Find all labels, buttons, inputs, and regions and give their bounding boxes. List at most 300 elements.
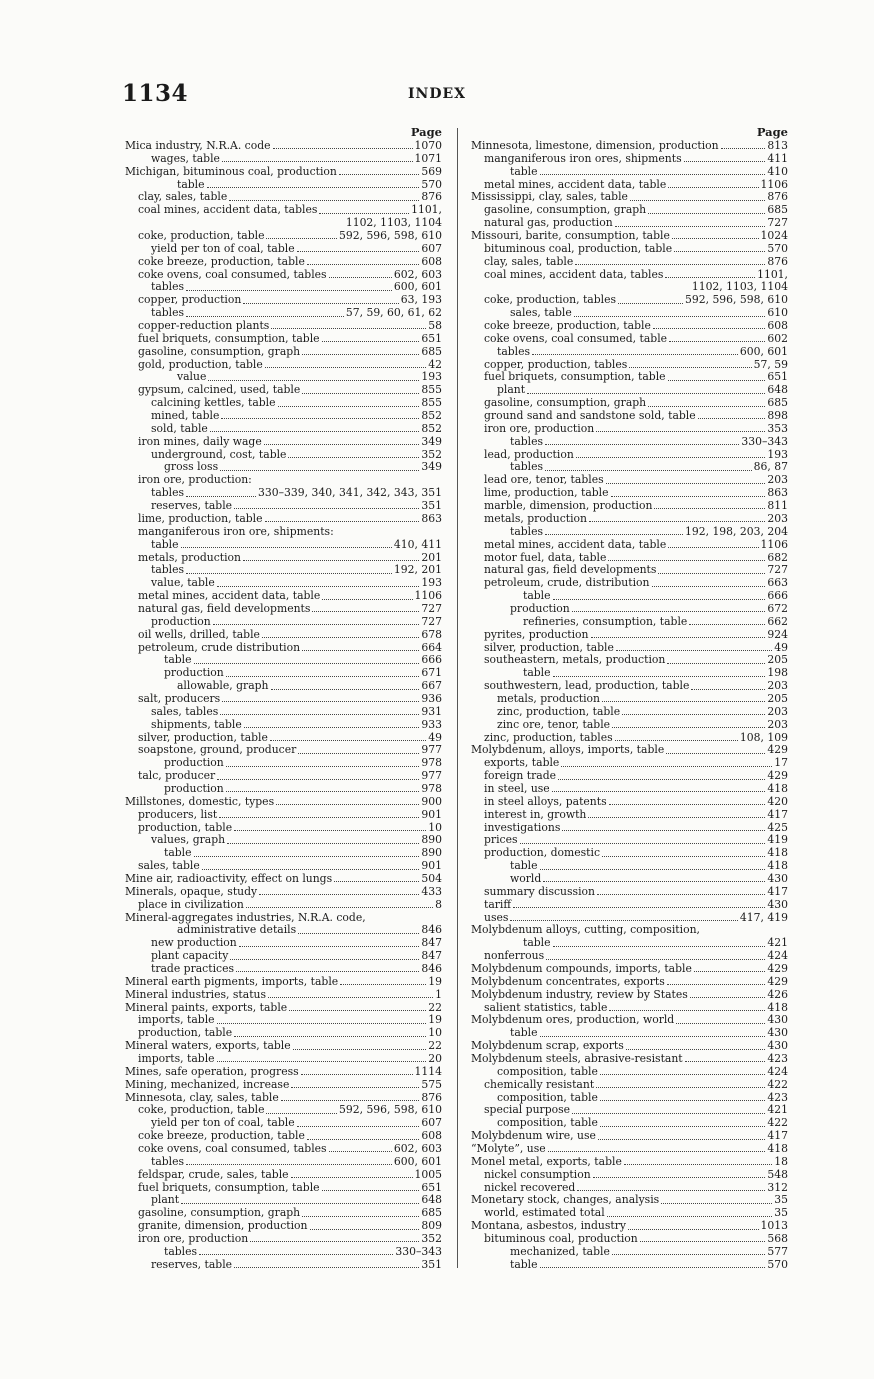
- entry-pages: 682: [767, 550, 788, 564]
- index-column-right: [468, 125, 788, 1272]
- leader-dots: [222, 700, 419, 702]
- entry-pages: 608: [421, 254, 442, 268]
- index-entry: [122, 873, 442, 886]
- entry-term: tables: [151, 280, 185, 294]
- index-entry: [122, 1053, 442, 1066]
- entry-term: nonferrous: [484, 949, 545, 963]
- leader-dots: [574, 315, 766, 317]
- entry-pages: 1101,: [757, 267, 788, 281]
- entry-term: metals, production: [497, 691, 600, 705]
- leader-dots: [264, 443, 420, 445]
- entry-term: Mineral waters, exports, table: [125, 1039, 291, 1053]
- entry-pages: 666: [421, 653, 442, 667]
- entry-pages: 22: [428, 1039, 442, 1053]
- leader-dots: [213, 623, 420, 625]
- leader-dots: [302, 392, 419, 394]
- leader-dots: [226, 675, 420, 677]
- entry-pages: 417: [767, 884, 788, 898]
- index-entry: [122, 616, 442, 629]
- entry-term: soapstone, ground, producer: [138, 743, 297, 757]
- leader-dots: [293, 1048, 427, 1050]
- index-entry: [122, 410, 442, 423]
- entry-pages: 352: [421, 1232, 442, 1246]
- index-entry: [122, 500, 442, 513]
- entry-term: Mining, mechanized, increase: [125, 1077, 290, 1091]
- entry-term: silver, production, table: [138, 730, 268, 744]
- entry-term: metals, production: [138, 550, 241, 564]
- leader-dots: [540, 868, 766, 870]
- leader-dots: [721, 147, 766, 149]
- entry-term: metal mines, accident data, table: [484, 177, 667, 191]
- entry-pages: 203: [767, 473, 788, 487]
- leader-dots: [532, 353, 738, 355]
- entry-term: Molybdenum ores, production, world: [471, 1013, 675, 1027]
- entry-pages: 846: [421, 923, 442, 937]
- entry-term: natural gas, field developments: [484, 563, 657, 577]
- leader-dots: [289, 1009, 426, 1011]
- index-entry: [122, 436, 442, 449]
- entry-term: gasoline, consumption, graph: [484, 203, 647, 217]
- leader-dots: [553, 598, 766, 600]
- entry-pages: 600, 601: [393, 280, 442, 294]
- entry-term: value, table: [151, 576, 215, 590]
- leader-dots: [577, 1189, 765, 1191]
- entry-term: manganiferous iron ore, shipments:: [138, 524, 334, 538]
- index-entry: [122, 513, 442, 526]
- leader-dots: [246, 906, 433, 908]
- entry-pages: 811: [767, 499, 788, 513]
- entry-term: gold, production, table: [138, 357, 263, 371]
- index-entry: [468, 783, 788, 796]
- entry-term: coal mines, accident data, tables: [138, 203, 318, 217]
- entry-term: motor fuel, data, table: [484, 550, 607, 564]
- index-entry: [468, 436, 788, 449]
- leader-dots: [298, 932, 419, 934]
- entry-pages: 600, 601: [739, 344, 788, 358]
- leader-dots: [600, 1073, 766, 1075]
- page-column-header: Page: [410, 125, 442, 139]
- entry-term: tables: [151, 306, 185, 320]
- entry-term: nickel recovered: [484, 1180, 576, 1194]
- entry-term: production: [164, 756, 224, 770]
- index-entry: [122, 423, 442, 436]
- index-entry: [122, 693, 442, 706]
- entry-pages: 1106: [414, 589, 442, 603]
- leader-dots: [265, 520, 420, 522]
- leader-dots: [668, 546, 758, 548]
- entry-term: southeastern, metals, production: [484, 653, 666, 667]
- index-entry: [468, 256, 788, 269]
- entry-pages: 433: [421, 884, 442, 898]
- leader-dots: [575, 263, 765, 265]
- entry-pages: 651: [421, 1180, 442, 1194]
- leader-dots: [543, 880, 765, 882]
- leader-dots: [181, 1202, 419, 1204]
- index-entry: [122, 989, 442, 1002]
- entry-term: Montana, asbestos, industry: [471, 1219, 627, 1233]
- leader-dots: [297, 1125, 420, 1127]
- entry-pages: 809: [421, 1219, 442, 1233]
- leader-dots: [194, 855, 420, 857]
- leader-dots: [302, 353, 419, 355]
- entry-term: oil wells, drilled, table: [138, 627, 260, 641]
- entry-pages: 330–343: [741, 434, 788, 448]
- entry-term: in steel, use: [484, 781, 550, 795]
- index-entry: [468, 1066, 788, 1079]
- entry-pages: 727: [767, 563, 788, 577]
- entry-term: allowable, graph: [177, 679, 269, 693]
- entry-pages: 198: [767, 666, 788, 680]
- entry-term: values, graph: [151, 833, 226, 847]
- entry-pages: 1102, 1103, 1104: [345, 216, 442, 230]
- entry-pages: 667: [421, 679, 442, 693]
- entry-term: production: [164, 666, 224, 680]
- leader-dots: [226, 765, 420, 767]
- index-entry: [468, 976, 788, 989]
- index-entry: [122, 526, 442, 539]
- entry-pages: 1005: [414, 1167, 442, 1181]
- entry-pages: 600, 601: [393, 1154, 442, 1168]
- index-entry: [122, 140, 442, 153]
- leader-dots: [615, 739, 738, 741]
- leader-dots: [668, 186, 758, 188]
- leader-dots: [202, 868, 420, 870]
- entry-pages: 8: [435, 897, 442, 911]
- entry-term: talc, producer: [138, 769, 216, 783]
- entry-pages: 577: [767, 1244, 788, 1258]
- entry-term: natural gas, production: [484, 216, 613, 230]
- entry-pages: 568: [767, 1232, 788, 1246]
- entry-term: calcining kettles, table: [151, 396, 276, 410]
- entry-term: Molybdenum scrap, exports: [471, 1039, 624, 1053]
- leader-dots: [276, 803, 419, 805]
- entry-term: southwestern, lead, production, table: [484, 679, 690, 693]
- leader-dots: [291, 1086, 419, 1088]
- entry-pages: 410, 411: [393, 537, 442, 551]
- entry-term: petroleum, crude distribution: [138, 640, 301, 654]
- entry-pages: 22: [428, 1000, 442, 1014]
- entry-term: mined, table: [151, 409, 220, 423]
- entry-pages: 685: [767, 396, 788, 410]
- entry-pages: 570: [767, 1257, 788, 1271]
- entry-pages: 430: [767, 1039, 788, 1053]
- index-entry: [468, 873, 788, 886]
- entry-term: table: [510, 1257, 538, 1271]
- leader-dots: [266, 237, 337, 239]
- entry-term: table: [177, 177, 205, 191]
- entry-term: composition, table: [497, 1116, 598, 1130]
- entry-pages: 19: [428, 1013, 442, 1027]
- entry-term: tables: [510, 434, 544, 448]
- entry-pages: 49: [774, 640, 788, 654]
- leader-dots: [243, 559, 419, 561]
- entry-term: Minerals, opaque, study: [125, 884, 258, 898]
- entry-term: in steel alloys, patents: [484, 794, 607, 808]
- entry-pages: 846: [421, 962, 442, 975]
- index-entry: [468, 1053, 788, 1066]
- index-entry: [468, 140, 788, 153]
- index-entry: [468, 963, 788, 976]
- entry-pages: 727: [421, 601, 442, 615]
- entry-term: tables: [164, 1244, 198, 1258]
- entry-pages: 86, 87: [753, 460, 788, 474]
- entry-term: table: [151, 537, 179, 551]
- entry-term: fuel briquets, consumption, table: [484, 370, 666, 384]
- entry-term: Molybdenum steels, abrasive-resistant: [471, 1052, 683, 1066]
- leader-dots: [210, 430, 420, 432]
- entry-pages: 410: [767, 164, 788, 178]
- entry-pages: 863: [421, 511, 442, 525]
- entry-pages: 855: [421, 383, 442, 397]
- entry-pages: 727: [421, 614, 442, 628]
- entry-term: zinc, production, table: [497, 704, 621, 718]
- index-entry: [468, 886, 788, 899]
- entry-term: composition, table: [497, 1090, 598, 1104]
- index-entry: [122, 899, 442, 912]
- index-entry: [122, 1246, 442, 1259]
- index-entry: [122, 153, 442, 166]
- leader-dots: [653, 327, 766, 329]
- entry-pages: 201: [421, 550, 442, 564]
- index-entry: [468, 539, 788, 552]
- leader-dots: [666, 752, 765, 754]
- leader-dots: [208, 379, 419, 381]
- leader-dots: [207, 186, 420, 188]
- column-divider: [457, 128, 458, 1268]
- leader-dots: [694, 970, 766, 972]
- entry-term: Molybdenum, alloys, imports, table: [471, 743, 665, 757]
- leader-dots: [698, 417, 766, 419]
- entry-pages: 10: [428, 1026, 442, 1040]
- entry-pages: 430: [767, 871, 788, 885]
- entry-term: trade practices: [151, 962, 234, 975]
- entry-pages: 1070: [414, 139, 442, 152]
- index-entry: [122, 230, 442, 243]
- entry-term: plant: [497, 383, 526, 397]
- entry-pages: 931: [421, 704, 442, 718]
- index-entry: [468, 410, 788, 423]
- leader-dots: [227, 842, 419, 844]
- entry-term: metals, production: [484, 511, 587, 525]
- leader-dots: [520, 842, 766, 844]
- leader-dots: [548, 1150, 766, 1152]
- running-head: INDEX: [407, 86, 467, 102]
- leader-dots: [658, 572, 765, 574]
- entry-term: producers, list: [138, 807, 218, 821]
- entry-term: copper-reduction plants: [138, 319, 270, 333]
- index-entry: [468, 346, 788, 359]
- entry-term: special purpose: [484, 1103, 571, 1117]
- leader-dots: [186, 289, 392, 291]
- entry-pages: 570: [421, 177, 442, 191]
- leader-dots: [271, 327, 426, 329]
- index-entry: [122, 346, 442, 359]
- entry-term: metal mines, accident data, table: [138, 589, 321, 603]
- entry-pages: 192, 201: [393, 563, 442, 577]
- entry-pages: 429: [767, 974, 788, 988]
- index-entry: [122, 706, 442, 719]
- entry-term: iron mines, daily wage: [138, 434, 262, 448]
- entry-term: iron ore, production:: [138, 473, 252, 487]
- leader-dots: [545, 443, 739, 445]
- leader-dots: [612, 726, 765, 728]
- leader-dots: [648, 405, 765, 407]
- entry-term: coke breeze, production, table: [484, 319, 651, 333]
- leader-dots: [222, 160, 413, 162]
- entry-term: composition, table: [497, 1064, 598, 1078]
- entry-term: gross loss: [164, 460, 219, 474]
- index-entry: [468, 1079, 788, 1092]
- entry-term: gypsum, calcined, used, table: [138, 383, 301, 397]
- leader-dots: [628, 1228, 759, 1230]
- index-entry: [122, 667, 442, 680]
- entry-pages: 813: [767, 139, 788, 152]
- index-entry: [468, 1156, 788, 1169]
- leader-dots: [626, 1048, 766, 1050]
- leader-dots: [622, 713, 765, 715]
- entry-term: sales, table: [510, 306, 572, 320]
- entry-pages: 418: [767, 781, 788, 795]
- index-entry: [468, 500, 788, 513]
- entry-pages: 648: [767, 383, 788, 397]
- index-entry: [468, 654, 788, 667]
- entry-pages: 425: [767, 820, 788, 834]
- index-entry: [468, 153, 788, 166]
- leader-dots: [250, 1240, 419, 1242]
- entry-term: lead ore, tenor, tables: [484, 473, 604, 487]
- leader-dots: [609, 1009, 765, 1011]
- leader-dots: [334, 880, 419, 882]
- entry-term: table: [523, 666, 551, 680]
- entry-term: pyrites, production: [484, 627, 589, 641]
- leader-dots: [199, 1253, 393, 1255]
- leader-dots: [624, 1163, 772, 1165]
- entry-pages: 19: [428, 974, 442, 988]
- leader-dots: [322, 340, 420, 342]
- leader-dots: [629, 366, 751, 368]
- entry-term: coke ovens, coal consumed, tables: [138, 1142, 327, 1156]
- entry-pages: 662: [767, 614, 788, 628]
- entry-pages: 569: [421, 164, 442, 178]
- entry-term: natural gas, field developments: [138, 601, 311, 615]
- leader-dots: [593, 1176, 766, 1178]
- index-entry: [122, 963, 442, 976]
- entry-term: ground sand and sandstone sold, table: [484, 409, 696, 423]
- entry-term: yield per ton of coal, table: [151, 1116, 295, 1130]
- entry-term: Mine air, radioactivity, effect on lungs: [125, 871, 333, 885]
- entry-term: Mississippi, clay, sales, table: [471, 190, 628, 204]
- entry-term: administrative details: [177, 923, 297, 937]
- entry-pages: 430: [767, 1026, 788, 1040]
- index-entry: [122, 1079, 442, 1092]
- leader-dots: [661, 1202, 772, 1204]
- entry-pages: 685: [767, 203, 788, 217]
- entry-pages: 847: [421, 936, 442, 950]
- entry-pages: 203: [767, 704, 788, 718]
- entry-term: prices: [484, 833, 518, 847]
- entry-term: world: [510, 871, 542, 885]
- leader-dots: [307, 263, 420, 265]
- leader-dots: [322, 598, 412, 600]
- index-entry: [468, 1233, 788, 1246]
- entry-pages: 417: [767, 1129, 788, 1143]
- leader-dots: [612, 1253, 766, 1255]
- index-entry: [122, 243, 442, 256]
- entry-term: iron ore, production: [138, 1232, 249, 1246]
- entry-pages: 890: [421, 846, 442, 860]
- entry-pages: 1071: [414, 151, 442, 165]
- entry-term: Molybdenum concentrates, exports: [471, 974, 665, 988]
- entry-pages: 430: [767, 897, 788, 911]
- entry-pages: 423: [767, 1090, 788, 1104]
- entry-term: exports, table: [484, 756, 560, 770]
- leader-dots: [234, 829, 426, 831]
- entry-pages: 901: [421, 859, 442, 873]
- entry-term: Monetary stock, changes, analysis: [471, 1193, 660, 1207]
- entry-pages: 1024: [760, 229, 788, 243]
- entry-term: production, table: [138, 820, 233, 834]
- entry-term: yield per ton of coal, table: [151, 241, 295, 255]
- index-entry: [468, 166, 788, 179]
- entry-term: table: [510, 1026, 538, 1040]
- entry-term: manganiferous iron ores, shipments: [484, 151, 682, 165]
- entry-pages: 671: [421, 666, 442, 680]
- leader-dots: [589, 520, 765, 522]
- index-entry: [122, 809, 442, 822]
- index-entry: [122, 1233, 442, 1246]
- leader-dots: [562, 829, 765, 831]
- entry-term: Mineral paints, exports, table: [125, 1000, 288, 1014]
- entry-pages: 607: [421, 241, 442, 255]
- entry-term: Molybdenum industry, review by States: [471, 987, 688, 1001]
- index-entry: [468, 1259, 788, 1272]
- index-entry: [468, 719, 788, 732]
- leader-dots: [553, 675, 766, 677]
- entry-term: bituminous coal, production: [484, 1232, 638, 1246]
- index-entry: [468, 924, 788, 937]
- entry-pages: 1106: [760, 177, 788, 191]
- entry-term: world, estimated total: [484, 1206, 605, 1220]
- entry-term: Minnesota, clay, sales, table: [125, 1090, 279, 1104]
- leader-dots: [307, 1138, 420, 1140]
- entry-pages: 1106: [760, 537, 788, 551]
- leader-dots: [588, 816, 765, 818]
- entry-pages: 10: [428, 820, 442, 834]
- index-entry: [468, 693, 788, 706]
- entry-term: Mineral industries, status: [125, 987, 267, 1001]
- entry-pages: 648: [421, 1193, 442, 1207]
- leader-dots: [322, 1189, 420, 1191]
- leader-dots: [672, 237, 759, 239]
- entry-term: granite, dimension, production: [138, 1219, 308, 1233]
- entry-term: plant: [151, 1193, 180, 1207]
- index-entry: [122, 1156, 442, 1169]
- leader-dots: [609, 803, 766, 805]
- entry-pages: 193: [421, 370, 442, 384]
- index-entry: [122, 320, 442, 333]
- index-entry: [468, 320, 788, 333]
- entry-term: coal mines, accident data, tables: [484, 267, 664, 281]
- leader-dots: [652, 585, 766, 587]
- entry-term: reserves, table: [151, 1257, 233, 1271]
- leader-dots: [630, 199, 765, 201]
- index-entry: [468, 1246, 788, 1259]
- leader-dots: [690, 996, 766, 998]
- entry-term: refineries, consumption, table: [523, 614, 688, 628]
- entry-term: underground, cost, table: [151, 447, 287, 461]
- leader-dots: [234, 1035, 426, 1037]
- entry-term: copper, production: [138, 293, 242, 307]
